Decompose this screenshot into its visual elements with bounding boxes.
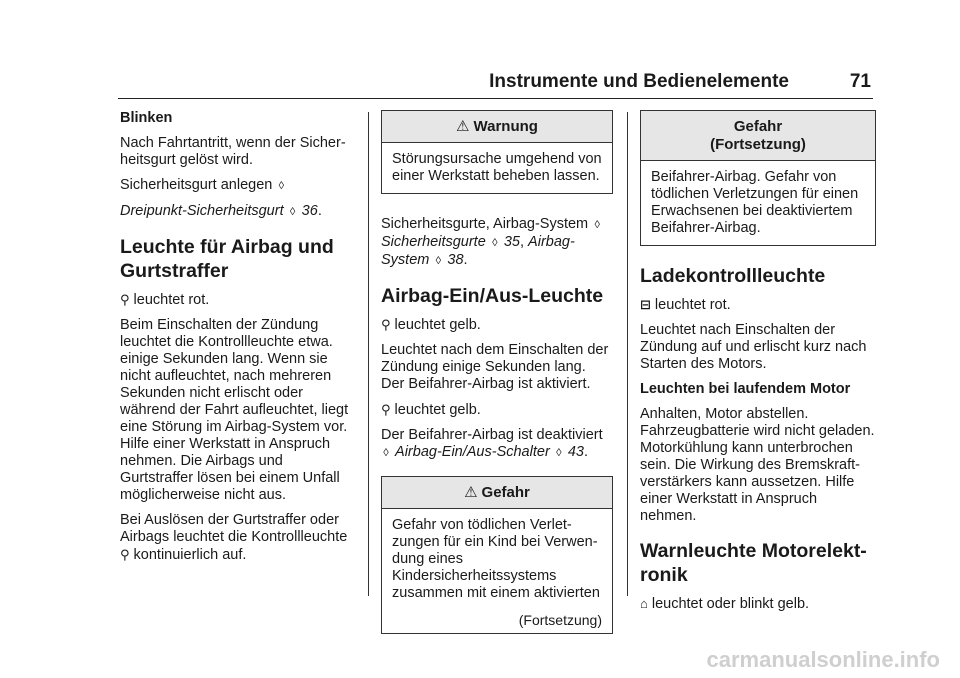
paragraph: Der Beifahrer-Airbag ist deaktiviert ◊ Airbag-Ein/Aus-Schalter ◊ 43.	[381, 427, 603, 460]
column-3	[640, 110, 876, 621]
column-1	[120, 110, 356, 572]
section-heading-charge: Ladekontrollleuchte	[640, 265, 826, 287]
warning-body: Störungsursache umgehend von einer Werkstatt beheben lassen.	[392, 151, 602, 184]
danger-continued-header: Gefahr (Fortsetzung)	[641, 111, 875, 161]
section-heading-airbag-onoff: Airbag-Ein/Aus-Leuchte	[381, 285, 604, 307]
paragraph: Leuchtet nach Einschalten der Zündung auf und erlischt kurz nach Starten des Motors.	[640, 322, 867, 372]
paragraph: Leuchtet nach dem Einschalten der Zündung einige Sekunden lang. Der Beifahrer-Airbag ist aktiviert.	[381, 342, 609, 392]
status-line: ⊟ leuchtet rot.	[640, 297, 731, 313]
danger-continued-body: Beifahrer-Airbag. Gefahr von tödlichen Verletzungen für einen Erwachsenen bei deaktiviertem Beifahrer-Airbag.	[651, 169, 859, 236]
paragraph: Beim Einschalten der Zündung leuchtet die Kontrollleuchte etwa. einige Sekunden lang. Wenn sie nicht aufleuchtet, nach mehreren Sekunden nicht erlischt oder während der Fahrt aufleuchtet, liegt eine Störung im Airbag-System vor. Hilfe einer Werkstatt in Anspruch nehmen. Die Airbags und Gurtstraffer lösen bei einem Unfall möglicherweise nicht aus.	[120, 317, 349, 503]
reference-arrow-icon: ◊	[278, 180, 285, 192]
column-divider	[368, 112, 369, 596]
reference-arrow-icon: ◊	[492, 237, 498, 249]
header-title: Instrumente und Bedienelemente	[489, 71, 789, 92]
subheading: Leuchten bei laufendem Motor	[640, 381, 851, 397]
reference-arrow-icon: ◊	[556, 447, 562, 459]
paragraph: Bei Auslösen der Gurtstraffer oder Airbags leuchtet die Kontrollleuchte ⚲ kontinuierlich auf.	[120, 512, 348, 563]
danger-body: Gefahr von tödlichen Verlet-zungen für ein Kind bei Verwen-dung eines Kindersicherheitssystems zusammen mit einem aktivierten (Fortsetzung)	[392, 517, 602, 628]
reference-arrow-icon: ◊	[289, 206, 296, 218]
subheading-blinken: Blinken	[120, 110, 173, 126]
reference-link[interactable]: Dreipunkt-Sicherheitsgurt ◊ 36.	[120, 203, 322, 219]
warning-box	[381, 110, 613, 194]
reference-arrow-icon: ◊	[435, 255, 442, 267]
passenger-airbag-off-icon: ⚲	[381, 402, 391, 417]
paragraph: Nach Fahrtantritt, wenn der Sicher-heitsgurt gelöst wird.	[120, 135, 346, 168]
status-line: ⚲ leuchtet rot.	[120, 292, 210, 308]
status-line: ⚲ leuchtet gelb.	[381, 402, 481, 418]
paragraph: Anhalten, Motor abstellen. Fahrzeugbatterie wird nicht geladen. Motorkühlung kann unterbrochen sein. Die Wirkung des Bremskraft-verstärkers kann aussetzen. Hilfe einer Werkstatt in Anspruch nehmen.	[640, 406, 875, 524]
warning-icon: ⚠	[464, 484, 478, 501]
page-number: 71	[849, 71, 871, 92]
danger-continued-box	[640, 110, 876, 246]
danger-header: ⚠ Gefahr	[382, 477, 612, 509]
reference-arrow-icon: ◊	[383, 447, 389, 459]
danger-box	[381, 476, 613, 634]
reference: Sicherheitsgurte, Airbag-System ◊ Sicherheitsgurte ◊ 35, Airbag-System ◊ 38.	[381, 216, 613, 270]
section-heading-engine: Warnleuchte Motorelekt-ronik	[640, 540, 867, 586]
airbag-icon: ⚲	[120, 292, 130, 307]
reference-arrow-icon: ◊	[594, 219, 600, 231]
warning-header: ⚠ Warnung	[382, 111, 612, 143]
status-line: ⚲ leuchtet gelb.	[381, 317, 481, 333]
reference: Sicherheitsgurt anlegen ◊	[120, 177, 356, 195]
section-heading-airbag: Leuchte für Airbag und Gurtstraffer	[120, 236, 334, 282]
continued-label: (Fortsetzung)	[518, 612, 602, 628]
watermark: carmanualsonline.info	[706, 647, 940, 672]
status-line: ⌂ leuchtet oder blinkt gelb.	[640, 596, 810, 612]
battery-icon: ⊟	[640, 297, 651, 312]
engine-icon: ⌂	[640, 596, 648, 611]
column-divider	[627, 112, 628, 596]
page-header	[118, 68, 873, 99]
column-2	[381, 110, 613, 648]
warning-icon: ⚠	[456, 118, 470, 135]
passenger-airbag-on-icon: ⚲	[381, 317, 391, 332]
airbag-icon: ⚲	[120, 547, 130, 562]
